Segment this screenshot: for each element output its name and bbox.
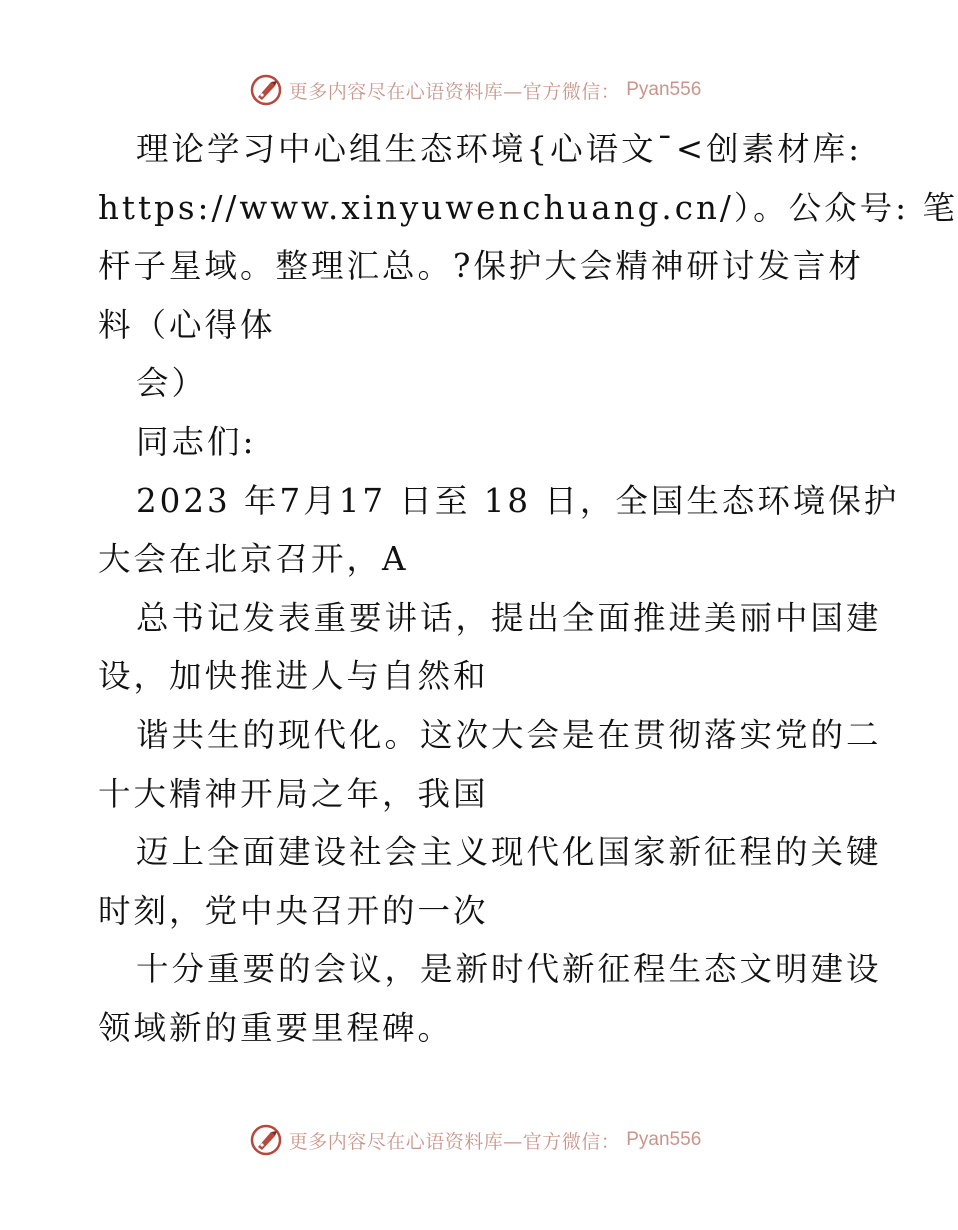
text-line: 迈上全面建设社会主义现代化国家新征程的关键: [136, 833, 882, 872]
text-line: 料（心得体: [98, 305, 276, 344]
text-line: 理论学习中心组生态环境{心语文¯<创素材库:: [136, 130, 863, 168]
header-banner-text: 更多内容尽在心语资料库—官方微信：: [288, 80, 621, 103]
text-line: 杆子星域。整理汇总。?保护大会精神研讨发言材: [98, 247, 864, 286]
text-line: 十大精神开局之年，我国: [98, 774, 489, 813]
footer-banner-wechat-id: Pyan556: [626, 1129, 702, 1150]
text-line: 大会在北京召开，A: [98, 540, 409, 579]
text-line: https://www.xinyuwenchuang.cn/）。公众号: 笔: [98, 188, 958, 227]
text-line: 同志们:: [136, 422, 257, 461]
text-line: 时刻，党中央召开的一次: [98, 891, 489, 930]
footer-watermark-banner: [0, 1120, 950, 1160]
pen-nib-logo-icon: [249, 73, 283, 107]
text-line: 2023 年7月17 日至 18 日，全国生态环境保护: [136, 481, 900, 520]
text-line: 谐共生的现代化。这次大会是在贯彻落实党的二: [136, 715, 882, 754]
document-body: [98, 120, 958, 1058]
text-line: 会）: [136, 364, 208, 403]
footer-banner-text: 更多内容尽在心语资料库—官方微信：: [288, 1130, 621, 1153]
pen-nib-logo-icon: [249, 1123, 283, 1157]
text-line: 十分重要的会议，是新时代新征程生态文明建设: [136, 950, 882, 989]
text-line: 总书记发表重要讲话，提出全面推进美丽中国建: [136, 598, 882, 637]
text-line: 领域新的重要里程碑。: [98, 1008, 454, 1047]
text-line: 设，加快推进人与自然和: [98, 657, 489, 696]
header-watermark-banner: [0, 70, 950, 110]
header-banner-wechat-id: Pyan556: [626, 79, 702, 100]
